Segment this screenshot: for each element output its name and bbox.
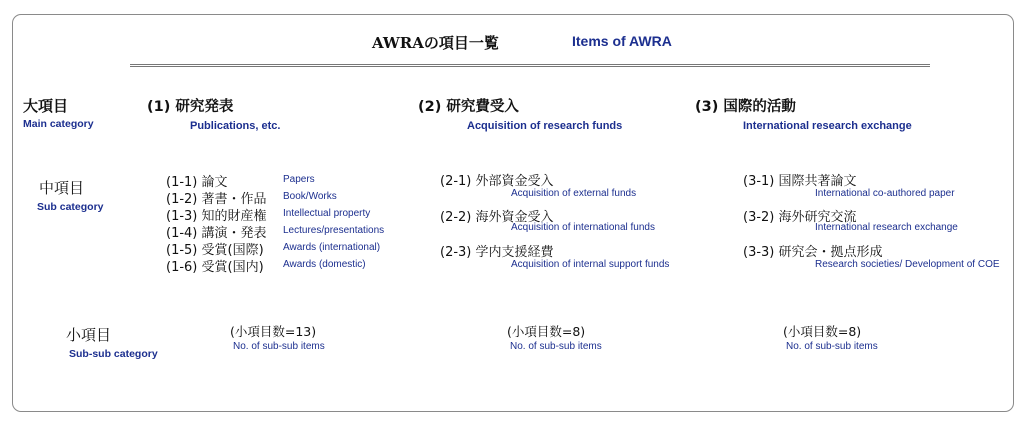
category-3-jp: (3) 国際的活動 bbox=[695, 99, 796, 115]
title-divider bbox=[130, 64, 930, 67]
category-2-en: Acquisition of research funds bbox=[467, 120, 623, 132]
category-2-count-jp: (小項目数=8) bbox=[507, 324, 586, 339]
item-2-1-en: Acquisition of external funds bbox=[511, 188, 637, 199]
title-japanese: AWRAの項目一覧 bbox=[372, 34, 499, 52]
item-1-6-jp: (1-6) 受賞(国内) bbox=[166, 260, 264, 275]
level-major-en: Main category bbox=[23, 118, 94, 130]
item-1-2-en: Book/Works bbox=[283, 191, 337, 202]
item-1-5-jp: (1-5) 受賞(国際) bbox=[166, 243, 264, 258]
level-middle-en: Sub category bbox=[37, 201, 104, 213]
item-3-3-en: Research societies/ Development of COE bbox=[815, 259, 1000, 270]
item-1-6-en: Awards (domestic) bbox=[283, 259, 366, 270]
category-3-count-jp: (小項目数=8) bbox=[783, 324, 862, 339]
item-1-3-en: Intellectual property bbox=[283, 208, 371, 219]
item-1-1-en: Papers bbox=[283, 174, 315, 185]
item-3-3-jp: (3-3) 研究会・拠点形成 bbox=[743, 245, 883, 260]
title-english: Items of AWRA bbox=[572, 33, 672, 49]
category-1-count-jp: (小項目数=13) bbox=[230, 324, 317, 339]
item-3-2-jp: (3-2) 海外研究交流 bbox=[743, 210, 857, 225]
category-1-count-en: No. of sub-sub items bbox=[233, 341, 325, 352]
item-2-3-jp: (2-3) 学内支援経費 bbox=[440, 245, 554, 260]
item-3-1-jp: (3-1) 国際共著論文 bbox=[743, 174, 857, 189]
item-1-5-en: Awards (international) bbox=[283, 242, 381, 253]
level-middle-jp: 中項目 bbox=[39, 179, 85, 197]
item-1-4-jp: (1-4) 講演・発表 bbox=[166, 226, 267, 241]
category-1-jp: (1) 研究発表 bbox=[147, 99, 234, 115]
category-3-en: International research exchange bbox=[743, 120, 912, 132]
item-3-2-en: International research exchange bbox=[815, 222, 958, 233]
level-major-jp: 大項目 bbox=[23, 97, 69, 115]
category-3-count-en: No. of sub-sub items bbox=[786, 341, 878, 352]
level-minor-jp: 小項目 bbox=[66, 326, 112, 344]
level-minor-en: Sub-sub category bbox=[69, 348, 158, 360]
category-2-count-en: No. of sub-sub items bbox=[510, 341, 602, 352]
item-1-3-jp: (1-3) 知的財産権 bbox=[166, 209, 267, 224]
item-2-3-en: Acquisition of internal support funds bbox=[511, 259, 670, 270]
category-1-en: Publications, etc. bbox=[190, 120, 281, 132]
item-1-2-jp: (1-2) 著書・作品 bbox=[166, 192, 267, 207]
item-1-1-jp: (1-1) 論文 bbox=[166, 175, 228, 190]
category-2-jp: (2) 研究費受入 bbox=[418, 99, 519, 115]
item-2-1-jp: (2-1) 外部資金受入 bbox=[440, 174, 554, 189]
item-1-4-en: Lectures/presentations bbox=[283, 225, 385, 236]
item-3-1-en: International co-authored paper bbox=[815, 188, 955, 199]
item-2-2-jp: (2-2) 海外資金受入 bbox=[440, 210, 554, 225]
item-2-2-en: Acquisition of international funds bbox=[511, 222, 655, 233]
